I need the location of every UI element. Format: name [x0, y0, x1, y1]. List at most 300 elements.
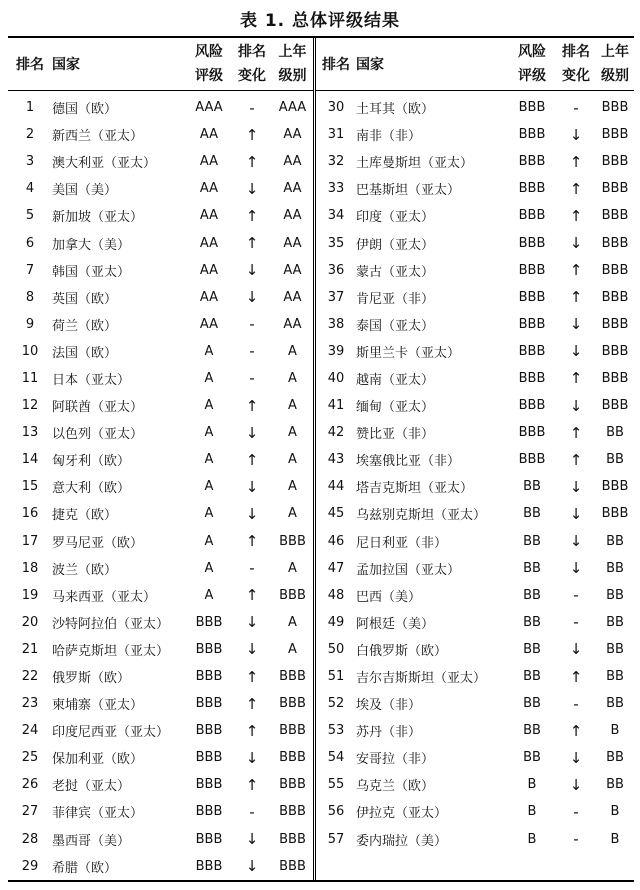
prev-rating-cell: BBB [279, 831, 306, 847]
rank-cell: 24 [21, 723, 39, 739]
rank-cell: 10 [21, 343, 39, 359]
table-right-half [316, 38, 634, 880]
rank-change-cell: ↓ [569, 559, 583, 578]
country-cell: 印度尼西亚（亚太） [52, 725, 170, 741]
rank-change-cell: ↑ [569, 369, 583, 388]
risk-rating-cell: BBB [518, 127, 546, 143]
table-row [8, 94, 313, 121]
country-cell: 匈牙利（欧） [52, 454, 131, 470]
country-cell: 保加利亚（欧） [52, 752, 144, 768]
rank-change-cell: ↓ [569, 748, 583, 767]
table-row [316, 202, 634, 229]
rank-cell: 1 [25, 100, 35, 116]
table-row [8, 609, 313, 636]
country-cell: 安哥拉（非） [356, 752, 435, 768]
prev-rating-cell: A [288, 614, 297, 630]
table-row [316, 148, 634, 175]
risk-rating-cell: AA [199, 127, 219, 143]
risk-rating-cell: AA [199, 181, 219, 197]
rank-change-cell: ↓ [245, 477, 259, 496]
table-row [316, 528, 634, 555]
risk-rating-cell: BB [523, 669, 541, 685]
rank-change-cell: ↓ [569, 640, 583, 659]
prev-rating-cell: A [288, 398, 297, 414]
prev-rating-cell: BBB [601, 235, 629, 251]
prev-rating-cell: BBB [601, 479, 629, 495]
table-row [316, 311, 634, 338]
table-row [8, 798, 313, 825]
country-cell: 南非（非） [356, 129, 422, 145]
table-row [8, 311, 313, 338]
prev-rating-cell: BB [606, 533, 624, 549]
rank-change-cell: ↑ [245, 152, 259, 171]
risk-rating-cell: AA [199, 154, 219, 170]
table-row [316, 636, 634, 663]
risk-rating-cell: BBB [195, 831, 223, 847]
table-row [316, 473, 634, 500]
country-cell: 缅甸（亚太） [356, 400, 435, 416]
rank-cell: 12 [21, 398, 39, 414]
country-cell: 沙特阿拉伯（亚太） [52, 616, 170, 632]
risk-rating-cell: AA [199, 262, 219, 278]
rank-change-cell: ↓ [245, 179, 259, 198]
rank-cell: 19 [21, 587, 39, 603]
country-cell: 希腊（欧） [52, 860, 118, 876]
table-body-right [316, 94, 634, 853]
header-prev-line2: 级别 [278, 68, 307, 84]
country-cell: 韩国（亚太） [52, 264, 131, 280]
rank-cell: 27 [21, 804, 39, 820]
header-risk-line1: 风险 [518, 44, 546, 60]
country-cell: 肯尼亚（非） [356, 291, 435, 307]
table-row [316, 175, 634, 202]
risk-rating-cell: A [204, 560, 214, 576]
country-cell: 白俄罗斯（欧） [356, 643, 448, 659]
prev-rating-cell: BB [606, 452, 624, 468]
risk-rating-cell: BBB [195, 723, 223, 739]
country-cell: 土耳其（欧） [356, 102, 435, 118]
rank-change-cell: ↑ [569, 152, 583, 171]
rank-cell: 42 [327, 425, 345, 441]
rank-change-cell: ↑ [569, 288, 583, 307]
risk-rating-cell: BB [523, 723, 541, 739]
rank-cell: 52 [327, 696, 345, 712]
table-row [8, 473, 313, 500]
rank-change-cell: ↓ [245, 423, 259, 442]
rank-cell: 25 [21, 750, 39, 766]
rank-change-cell: ↑ [245, 125, 259, 144]
country-cell: 罗马尼亚（欧） [52, 535, 144, 551]
rank-change-cell: ↓ [569, 234, 583, 253]
prev-rating-cell: BB [606, 669, 624, 685]
risk-rating-cell: AA [199, 208, 219, 224]
prev-rating-cell: AA [283, 154, 302, 170]
table-row [316, 717, 634, 744]
country-cell: 吉尔吉斯斯坦（亚太） [356, 671, 487, 687]
table-row [8, 826, 313, 853]
risk-rating-cell: A [204, 479, 214, 495]
rank-change-cell: - [573, 830, 579, 849]
header-change-line2: 变化 [238, 68, 266, 84]
risk-rating-cell: BBB [518, 398, 546, 414]
rank-change-cell: ↑ [245, 721, 259, 740]
rank-change-cell: ↓ [245, 288, 259, 307]
country-cell: 阿根廷（美） [356, 616, 435, 632]
risk-rating-cell: AA [199, 289, 219, 305]
table-row [316, 446, 634, 473]
rank-cell: 26 [21, 777, 39, 793]
country-cell: 泰国（亚太） [356, 318, 435, 334]
rank-cell: 32 [327, 154, 345, 170]
prev-rating-cell: A [288, 343, 297, 359]
header-rank: 排名 [16, 57, 44, 73]
risk-rating-cell: B [527, 831, 537, 847]
risk-rating-cell: BB [523, 750, 541, 766]
table-row [8, 771, 313, 798]
prev-rating-cell: BBB [601, 262, 629, 278]
country-cell: 马来西亚（亚太） [52, 589, 157, 605]
header-country: 国家 [52, 57, 80, 73]
table-row [316, 229, 634, 256]
risk-rating-cell: A [204, 398, 214, 414]
rank-cell: 15 [21, 479, 39, 495]
prev-rating-cell: BBB [601, 208, 629, 224]
rank-change-cell: ↑ [245, 234, 259, 253]
rank-change-cell: ↑ [245, 450, 259, 469]
table-row [8, 717, 313, 744]
table-row [316, 555, 634, 582]
country-cell: 意大利（欧） [52, 481, 131, 497]
header-change-line1: 排名 [238, 44, 266, 60]
header-risk [508, 38, 556, 90]
rank-cell: 38 [327, 316, 345, 332]
rank-cell: 30 [327, 100, 345, 116]
risk-rating-cell: BB [523, 696, 541, 712]
table-row [8, 121, 313, 148]
table-row [8, 663, 313, 690]
rank-cell: 6 [25, 235, 35, 251]
rank-change-cell: ↑ [245, 396, 259, 415]
country-cell: 巴西（美） [356, 589, 422, 605]
header-risk-line2: 评级 [518, 68, 546, 84]
rank-cell: 44 [327, 479, 345, 495]
table-row [8, 500, 313, 527]
table-row [8, 392, 313, 419]
rank-change-cell: ↓ [245, 830, 259, 849]
rating-table [8, 36, 634, 882]
prev-rating-cell: BBB [279, 750, 306, 766]
header-prev-line1: 上年 [601, 44, 629, 60]
table-row [316, 663, 634, 690]
prev-rating-cell: A [288, 560, 297, 576]
risk-rating-cell: BBB [518, 425, 546, 441]
rank-change-cell: - [573, 586, 579, 605]
rank-cell: 37 [327, 289, 345, 305]
country-cell: 越南（亚太） [356, 372, 435, 388]
rank-cell: 5 [25, 208, 35, 224]
rank-change-cell: - [249, 802, 255, 821]
table-row [316, 798, 634, 825]
table-row [8, 528, 313, 555]
country-cell: 土库曼斯坦（亚太） [356, 156, 474, 172]
header-prev-line2: 级别 [601, 68, 629, 84]
risk-rating-cell: BBB [518, 100, 546, 116]
rank-cell: 50 [327, 641, 345, 657]
rank-cell: 39 [327, 343, 345, 359]
prev-rating-cell: BBB [279, 669, 306, 685]
risk-rating-cell: BBB [518, 343, 546, 359]
table-title: 表 1. 总体评级结果 [239, 11, 401, 31]
rank-change-cell: ↓ [245, 857, 259, 876]
rank-change-cell: ↓ [245, 613, 259, 632]
table-row [316, 94, 634, 121]
rank-change-cell: - [573, 802, 579, 821]
risk-rating-cell: BB [523, 614, 541, 630]
header-prev [272, 38, 313, 90]
country-cell: 乌兹别克斯坦（亚太） [356, 508, 487, 524]
rank-change-cell: ↑ [245, 586, 259, 605]
rank-cell: 51 [327, 669, 345, 685]
table-header-right [316, 38, 634, 91]
rank-cell: 34 [327, 208, 345, 224]
header-change-line2: 变化 [562, 68, 590, 84]
table-row [8, 202, 313, 229]
prev-rating-cell: AA [283, 262, 302, 278]
country-cell: 新加坡（亚太） [52, 210, 144, 226]
rank-cell: 4 [25, 181, 35, 197]
risk-rating-cell: BB [523, 587, 541, 603]
table-row [8, 744, 313, 771]
table-body-left [8, 94, 313, 880]
table-row [8, 229, 313, 256]
header-change-line1: 排名 [562, 44, 590, 60]
prev-rating-cell: BBB [601, 343, 629, 359]
table-row [316, 771, 634, 798]
prev-rating-cell: BBB [279, 723, 306, 739]
rank-change-cell: ↑ [569, 206, 583, 225]
rank-change-cell: ↓ [569, 125, 583, 144]
prev-rating-cell: BB [606, 425, 624, 441]
country-cell: 英国（欧） [52, 291, 118, 307]
prev-rating-cell: BBB [279, 533, 306, 549]
risk-rating-cell: BBB [195, 641, 223, 657]
rank-change-cell: ↓ [245, 504, 259, 523]
table-row [8, 148, 313, 175]
table-row [316, 744, 634, 771]
rank-cell: 31 [327, 127, 345, 143]
table-row [316, 690, 634, 717]
rank-change-cell: ↓ [245, 261, 259, 280]
risk-rating-cell: BBB [518, 452, 546, 468]
prev-rating-cell: BB [606, 777, 624, 793]
rank-change-cell: ↓ [569, 477, 583, 496]
header-risk-line1: 风险 [195, 44, 223, 60]
table-row [8, 338, 313, 365]
prev-rating-cell: BBB [279, 858, 306, 874]
table-row [316, 392, 634, 419]
country-cell: 乌克兰（欧） [356, 779, 435, 795]
rank-cell: 17 [21, 533, 39, 549]
prev-rating-cell: AA [283, 127, 302, 143]
rank-cell: 9 [25, 316, 35, 332]
rank-cell: 29 [21, 858, 39, 874]
prev-rating-cell: BB [606, 614, 624, 630]
table-row [316, 338, 634, 365]
rank-change-cell: ↓ [245, 640, 259, 659]
country-cell: 赞比亚（非） [356, 427, 435, 443]
country-cell: 加拿大（美） [52, 237, 131, 253]
header-rank: 排名 [322, 57, 350, 73]
risk-rating-cell: BBB [518, 235, 546, 251]
prev-rating-cell: BBB [601, 100, 629, 116]
rank-cell: 16 [21, 506, 39, 522]
prev-rating-cell: A [288, 641, 297, 657]
rank-change-cell: ↓ [569, 532, 583, 551]
header-risk [186, 38, 232, 90]
prev-rating-cell: AA [283, 181, 302, 197]
rank-cell: 7 [25, 262, 35, 278]
rank-change-cell: ↑ [245, 667, 259, 686]
rank-cell: 28 [21, 831, 39, 847]
prev-rating-cell: AA [283, 235, 302, 251]
table-row [8, 582, 313, 609]
country-cell: 巴基斯坦（亚太） [356, 183, 461, 199]
rank-change-cell: ↑ [569, 261, 583, 280]
prev-rating-cell: AA [283, 289, 302, 305]
prev-rating-cell: BBB [601, 506, 629, 522]
country-cell: 荷兰（欧） [52, 318, 118, 334]
table-row [8, 284, 313, 311]
table-row [316, 826, 634, 853]
rank-change-cell: - [573, 98, 579, 117]
rank-change-cell: ↑ [245, 532, 259, 551]
rank-cell: 55 [327, 777, 345, 793]
rank-cell: 2 [25, 127, 35, 143]
header-prev-line1: 上年 [278, 44, 307, 60]
rank-cell: 20 [21, 614, 39, 630]
rank-change-cell: ↑ [569, 721, 583, 740]
prev-rating-cell: BB [606, 641, 624, 657]
country-cell: 塔吉克斯坦（亚太） [356, 481, 474, 497]
rank-cell: 57 [327, 831, 345, 847]
rank-change-cell: ↓ [569, 315, 583, 334]
prev-rating-cell: B [610, 804, 620, 820]
table-row [8, 636, 313, 663]
rank-change-cell: - [573, 694, 579, 713]
risk-rating-cell: BBB [518, 208, 546, 224]
prev-rating-cell: BBB [601, 398, 629, 414]
country-cell: 哈萨克斯坦（亚太） [52, 643, 170, 659]
rank-change-cell: ↑ [569, 667, 583, 686]
table-header-left [8, 38, 313, 91]
risk-rating-cell: BB [523, 560, 541, 576]
risk-rating-cell: BBB [518, 154, 546, 170]
rank-change-cell: ↑ [569, 179, 583, 198]
rank-cell: 8 [25, 289, 35, 305]
rank-cell: 56 [327, 804, 345, 820]
rank-change-cell: ↑ [245, 694, 259, 713]
header-country: 国家 [356, 57, 384, 73]
risk-rating-cell: BBB [195, 804, 223, 820]
country-cell: 柬埔寨（亚太） [52, 698, 144, 714]
risk-rating-cell: A [204, 343, 214, 359]
country-cell: 尼日利亚（非） [356, 535, 448, 551]
risk-rating-cell: B [527, 804, 537, 820]
prev-rating-cell: BB [606, 750, 624, 766]
country-cell: 美国（美） [52, 183, 118, 199]
rank-cell: 18 [21, 560, 39, 576]
header-change [556, 38, 596, 90]
table-row [8, 365, 313, 392]
rank-cell: 14 [21, 452, 39, 468]
risk-rating-cell: A [204, 425, 214, 441]
country-cell: 委内瑞拉（美） [356, 833, 448, 849]
country-cell: 阿联酋（亚太） [52, 400, 144, 416]
rank-change-cell: ↓ [569, 342, 583, 361]
rank-cell: 13 [21, 425, 39, 441]
header-prev [596, 38, 634, 90]
table-row [316, 257, 634, 284]
risk-rating-cell: BBB [195, 858, 223, 874]
rank-cell: 11 [21, 370, 39, 386]
prev-rating-cell: BB [606, 587, 624, 603]
table-row [8, 419, 313, 446]
rank-change-cell: - [249, 369, 255, 388]
prev-rating-cell: A [288, 370, 297, 386]
risk-rating-cell: AAA [195, 100, 223, 116]
risk-rating-cell: BBB [195, 777, 223, 793]
table-row [316, 121, 634, 148]
risk-rating-cell: BBB [195, 750, 223, 766]
prev-rating-cell: A [288, 425, 297, 441]
table-row [8, 690, 313, 717]
rank-change-cell: ↑ [245, 775, 259, 794]
country-cell: 捷克（欧） [52, 508, 118, 524]
risk-rating-cell: A [204, 370, 214, 386]
country-cell: 菲律宾（亚太） [52, 806, 144, 822]
table-left-half [8, 38, 313, 880]
rank-change-cell: - [573, 613, 579, 632]
prev-rating-cell: AA [283, 316, 302, 332]
prev-rating-cell: B [610, 831, 620, 847]
risk-rating-cell: A [204, 506, 214, 522]
risk-rating-cell: A [204, 533, 214, 549]
prev-rating-cell: BBB [601, 181, 629, 197]
prev-rating-cell: BB [606, 560, 624, 576]
country-cell: 以色列（亚太） [52, 427, 144, 443]
rank-change-cell: - [249, 98, 255, 117]
country-cell: 蒙古（亚太） [356, 264, 435, 280]
risk-rating-cell: BBB [518, 316, 546, 332]
rank-cell: 21 [21, 641, 39, 657]
rank-cell: 3 [25, 154, 35, 170]
prev-rating-cell: BBB [279, 587, 306, 603]
prev-rating-cell: A [288, 479, 297, 495]
prev-rating-cell: A [288, 506, 297, 522]
risk-rating-cell: A [204, 452, 214, 468]
rank-change-cell: - [249, 342, 255, 361]
table-row [8, 853, 313, 880]
country-cell: 新西兰（亚太） [52, 129, 144, 145]
rank-cell: 35 [327, 235, 345, 251]
country-cell: 埃及（非） [356, 698, 422, 714]
rank-change-cell: ↑ [245, 206, 259, 225]
country-cell: 印度（亚太） [356, 210, 435, 226]
risk-rating-cell: BBB [195, 669, 223, 685]
prev-rating-cell: BBB [601, 127, 629, 143]
country-cell: 法国（欧） [52, 345, 118, 361]
prev-rating-cell: BBB [601, 370, 629, 386]
